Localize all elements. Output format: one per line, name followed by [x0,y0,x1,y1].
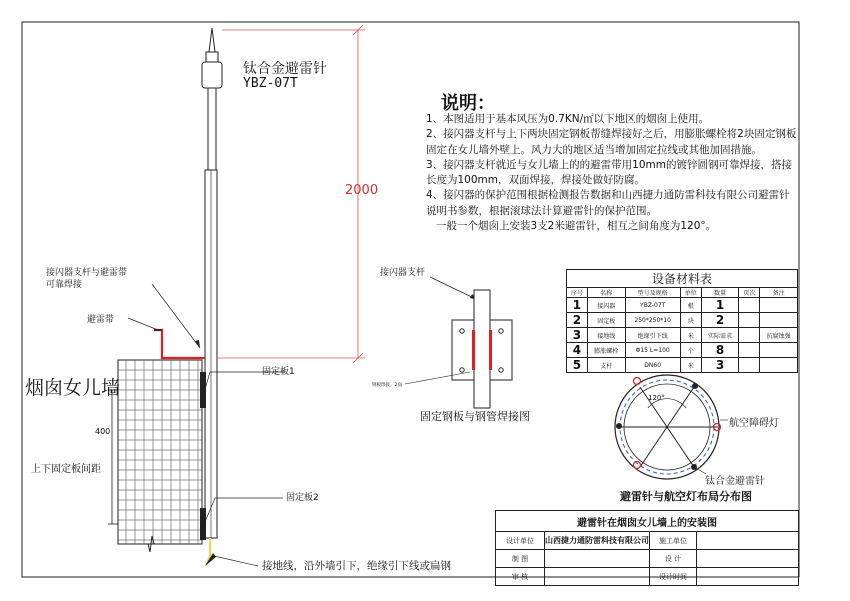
cell: 米 [680,328,701,343]
review-label: 审 核 [496,568,545,586]
materials-table [566,269,798,373]
lightning-rod [202,28,222,538]
cell: 8 [701,343,739,358]
belt-callout: 避雷带 [87,315,115,325]
cell: 2 [701,313,739,328]
design-label: 设 计 [650,550,697,568]
cell [760,298,798,313]
note-item: 3、接闪器支杆就近与女儿墙上的的避雷带用10mm的镀锌圆钢可靠焊接，搭接长度为100mm，双面焊接，焊接处做好防腐。 [426,158,792,187]
notes-list [426,112,798,234]
note-item: 2、接闪器支杆与上下两块固定钢板帮缝焊接好之后，用膨胀螺栓将2块固定钢板固定在女儿墙外壁上。风力大的地区适当增加固定拉线或其他加固措施。 [426,128,797,156]
spacing-dim-label: 400 [95,427,111,436]
fixing-plate-2 [200,508,206,540]
layout-ring [615,375,728,479]
cell: 5 [567,358,588,373]
cell: 固定板 [587,313,625,328]
note-item: 1、本图适用于基本风压为0.7KN/㎡以下地区的烟囱上使用。 [426,113,710,125]
cell: 根 [680,298,701,313]
cell: 米 [680,358,701,373]
plate2-callout: 固定板2 [286,493,319,503]
arrester-name: 钛合金避雷针 [243,61,327,77]
cell: 块 [680,313,701,328]
design-unit: 山西捷力通防雷科技有限公司 [545,532,650,550]
cell: 实际需求 [701,328,739,343]
title-block [495,510,799,586]
design-value [697,550,799,568]
parapet-wall [118,360,202,552]
header-cell: 页次 [739,288,760,298]
cell: 接地线 [587,328,625,343]
weld-callout: 接闪器支杆与避雷带 可靠焊接 [46,268,128,290]
cell: 1 [567,298,588,313]
cell: 膨胀螺栓 [587,343,625,358]
header-cell: 名称 [587,288,625,298]
weld-detail [405,277,512,408]
header-cell: 备注 [760,288,798,298]
layout-caption: 避雷针与航空灯布局分布图 [620,490,752,503]
cell [739,298,760,313]
angle-label: 120° [648,394,665,402]
design-unit-label: 设计单位 [496,532,545,550]
table-row [567,358,798,373]
cell: 3 [701,358,739,373]
cell: Φ15 L=100 [625,343,680,358]
cell [760,313,798,328]
header-cell: 序号 [567,288,588,298]
cell: DN60 [625,358,680,373]
plate1-callout: 固定板1 [262,367,295,377]
draw-value [545,550,650,568]
construction-unit [697,532,799,550]
review-value [545,568,650,586]
detail-weld-note: 钢板焊接，2面 [372,383,402,388]
cell [739,358,760,373]
cell: 3 [567,328,588,343]
table-row [567,328,798,343]
construction-unit-label: 施工单位 [650,532,697,550]
header-cell: 单位 [680,288,701,298]
cell: 抗腐蚀强 [760,328,798,343]
cell: 接闪器 [587,298,625,313]
ground-callout: 接地线，沿外墙引下，绝缘引下线或扁钢 [262,560,451,572]
note-item: 一般一个烟囱上安装3支2米避雷针，相互之间角度为120°。 [436,220,717,233]
arrester-model: YBZ-07T [243,76,298,91]
table-row [567,298,798,313]
notes-title: 说明： [441,93,495,114]
cell: 4 [567,343,588,358]
table-header-row [567,288,798,298]
cell: 2 [567,313,588,328]
note-item: 4、接闪器的保护范围根据检测报告数据和山西捷力通防雷科技有限公司避雷针说明书参数，根据滚球法计算避雷针的保护范围。 [426,189,790,217]
height-dim-label: 2000 [345,183,379,198]
cell [739,343,760,358]
draw-label: 制 图 [496,550,545,568]
cell [739,313,760,328]
light-label: 航空障碍灯 [729,418,779,429]
drawing-title: 避雷针在烟囱女儿墙上的安装图 [496,511,799,532]
detail-caption: 固定钢板与钢管焊接图 [420,410,530,423]
cell [760,343,798,358]
header-cell: 型号及规格 [625,288,680,298]
rod-layout-label: 钛合金避雷针 [705,476,765,487]
cell: 支杆 [587,358,625,373]
spacing-label: 上下固定板间距 [31,464,101,475]
detail-rod-label: 接闪器支杆 [380,268,426,278]
table-row [567,343,798,358]
cell: YBZ-07T [625,298,680,313]
wall-label: 烟囱女儿墙 [25,377,121,399]
design-time-value [697,568,799,586]
design-time-label: 设计时间 [650,568,697,586]
table-row [567,313,798,328]
cell [760,358,798,373]
cell [739,328,760,343]
cell: 250*250*10 [625,313,680,328]
header-cell: 数量 [701,288,739,298]
cell: 个 [680,343,701,358]
cell: 1 [701,298,739,313]
cell: 绝缘引下线 [625,328,680,343]
materials-title: 设备材料表 [567,270,798,288]
spacing-dimension [108,390,118,524]
